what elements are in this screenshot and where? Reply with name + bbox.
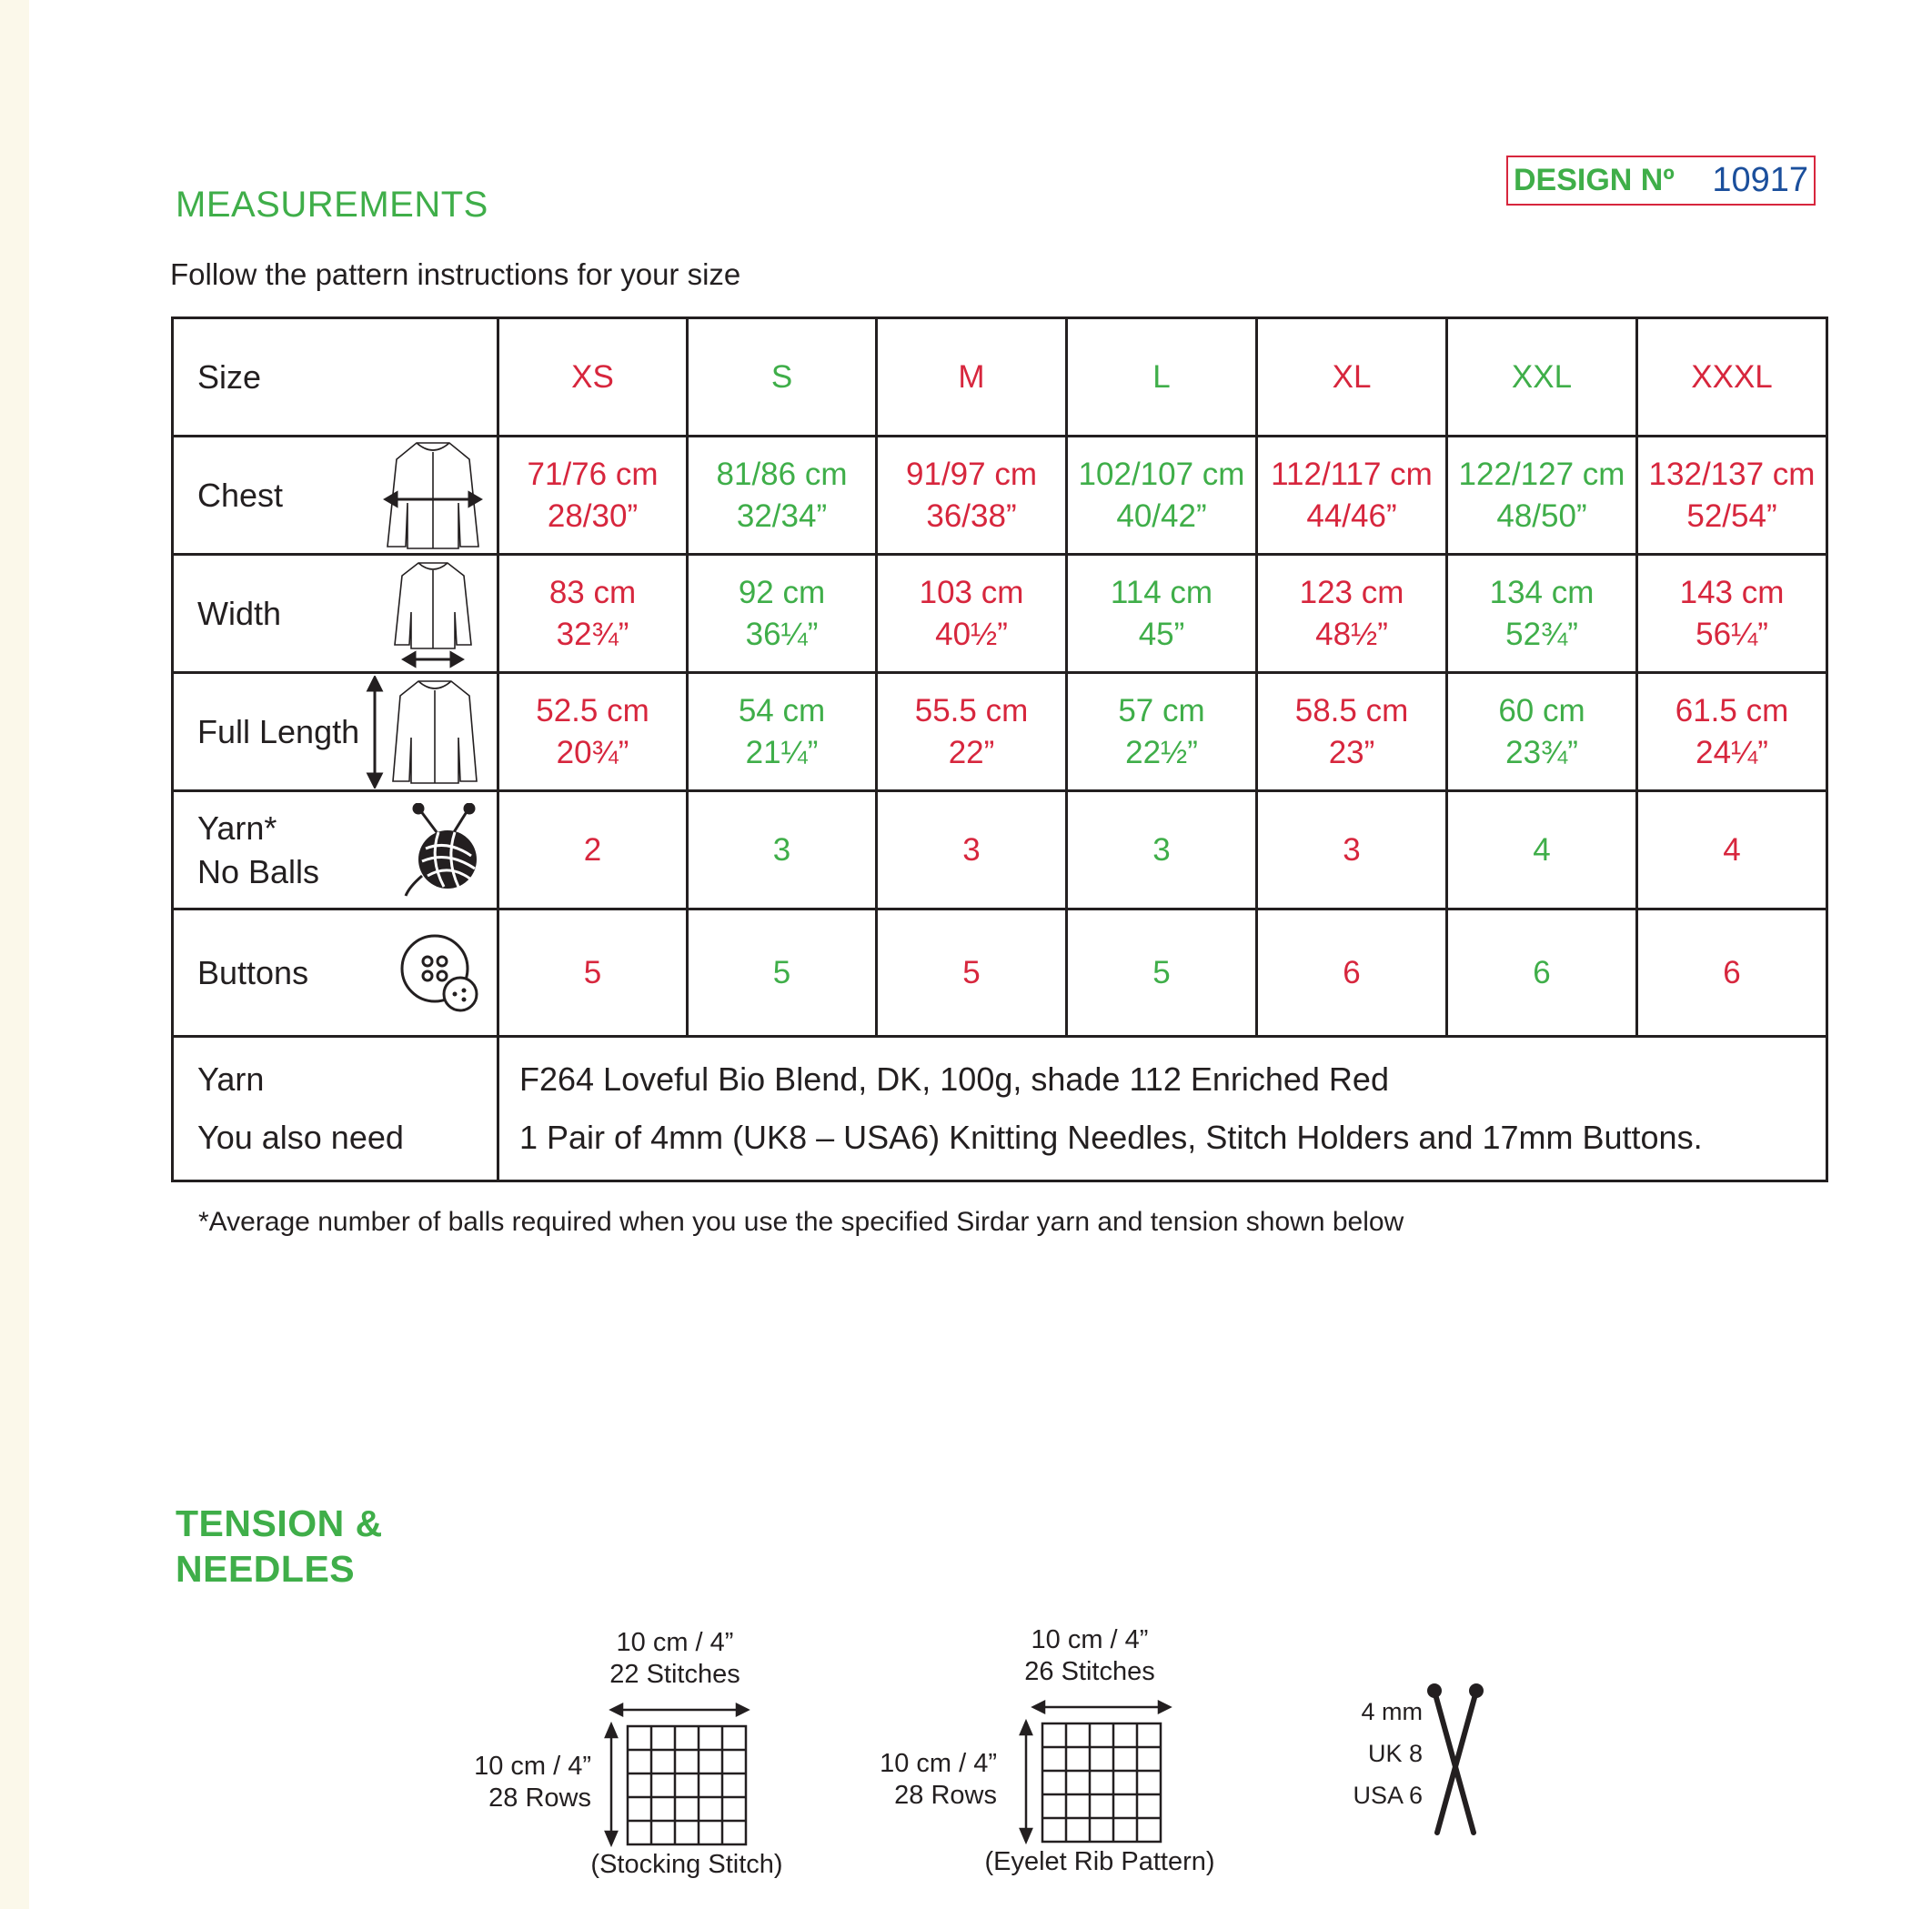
tension-stitches-label: 26 Stitches (1024, 1657, 1155, 1686)
tension-title-line1: TENSION & (176, 1502, 383, 1544)
chest-value: 81/86 cm 32/34” (688, 437, 877, 555)
size-header: XL (1257, 318, 1447, 437)
chest-value: 132/137 cm 52/54” (1637, 437, 1827, 555)
also-need-label: You also need (197, 1119, 404, 1156)
length-value: 55.5 cm 22” (877, 673, 1067, 791)
width-measure-icon (382, 558, 484, 670)
chest-value: 112/117 cm 44/46” (1257, 437, 1447, 555)
size-row (173, 318, 1827, 437)
design-number: 10917 (1712, 161, 1808, 199)
tension-rows-label: 28 Rows (894, 1781, 997, 1810)
needle-size-mm: 4 mm (1361, 1698, 1423, 1725)
tension-diagram-eyelet (860, 1614, 1243, 1887)
balls-row (173, 791, 1827, 909)
length-value: 54 cm 21¼” (688, 673, 877, 791)
length-value: 60 cm 23¾” (1447, 673, 1637, 791)
width-value: 114 cm 45” (1067, 555, 1257, 673)
size-label-cell (173, 318, 498, 437)
tension-title-line2: NEEDLES (176, 1548, 356, 1590)
chest-value: 91/97 cm 36/38” (877, 437, 1067, 555)
balls-label-line2: No Balls (197, 852, 320, 890)
length-label-cell (173, 673, 498, 791)
width-row (173, 555, 1827, 673)
chest-value: 102/107 cm 40/42” (1067, 437, 1257, 555)
chest-label-cell (173, 437, 498, 555)
length-value: 52.5 cm 20¾” (498, 673, 688, 791)
buttons-label: Buttons (197, 953, 309, 991)
balls-label-cell (173, 791, 498, 909)
tension-stitches-label: 22 Stitches (609, 1660, 740, 1689)
length-row (173, 673, 1827, 791)
needle-size-uk: UK 8 (1367, 1740, 1423, 1767)
length-value: 61.5 cm 24¼” (1637, 673, 1827, 791)
width-label-cell (173, 555, 498, 673)
yarn-label: Yarn (197, 1060, 265, 1098)
buttons-value: 6 (1447, 909, 1637, 1037)
yarn-value: F264 Loveful Bio Blend, DK, 100g, shade 112 Enriched Red (519, 1060, 1389, 1098)
tension-width-label: 10 cm / 4” (1031, 1625, 1149, 1654)
needles-diagram (1328, 1678, 1492, 1842)
balls-value: 3 (1257, 791, 1447, 909)
tension-height-label: 10 cm / 4” (880, 1749, 997, 1778)
measurements-table (171, 316, 1828, 1182)
yarn-info-row (173, 1037, 1827, 1181)
button-icon (398, 930, 484, 1016)
chest-row (173, 437, 1827, 555)
buttons-value: 5 (1067, 909, 1257, 1037)
chest-measure-icon (382, 439, 484, 552)
width-value: 83 cm 32¾” (498, 555, 688, 673)
yarn-info-label-cell (173, 1037, 498, 1181)
width-value: 103 cm 40½” (877, 555, 1067, 673)
balls-value: 2 (498, 791, 688, 909)
footnote: *Average number of balls required when you use the specified Sirdar yarn and tension shown below (198, 1207, 1404, 1237)
size-header: M (877, 318, 1067, 437)
width-value: 143 cm 56¼” (1637, 555, 1827, 673)
balls-label-line1: Yarn* (197, 809, 277, 847)
chest-value: 122/127 cm 48/50” (1447, 437, 1637, 555)
balls-value: 3 (877, 791, 1067, 909)
size-header: XXXL (1637, 318, 1827, 437)
chest-label: Chest (197, 476, 284, 514)
size-header: XXL (1447, 318, 1637, 437)
tension-stitch-name: (Eyelet Rib Pattern) (984, 1847, 1215, 1876)
balls-value: 4 (1447, 791, 1637, 909)
intro-text: Follow the pattern instructions for your size (170, 257, 741, 291)
balls-value: 3 (688, 791, 877, 909)
width-value: 134 cm 52¾” (1447, 555, 1637, 673)
width-value: 92 cm 36¼” (688, 555, 877, 673)
design-number-box (1506, 156, 1816, 206)
buttons-value: 5 (688, 909, 877, 1037)
buttons-value: 6 (1637, 909, 1827, 1037)
length-label: Full Length (197, 712, 360, 750)
buttons-label-cell (173, 909, 498, 1037)
buttons-value: 6 (1257, 909, 1447, 1037)
tension-height-label: 10 cm / 4” (474, 1752, 591, 1781)
size-header: L (1067, 318, 1257, 437)
chest-value: 71/76 cm 28/30” (498, 437, 688, 555)
buttons-value: 5 (498, 909, 688, 1037)
size-header: XS (498, 318, 688, 437)
needle-size-usa: USA 6 (1353, 1782, 1423, 1809)
tension-width-label: 10 cm / 4” (616, 1628, 734, 1657)
length-value: 57 cm 22½” (1067, 673, 1257, 791)
balls-value: 4 (1637, 791, 1827, 909)
yarn-info-value-cell (498, 1037, 1827, 1181)
balls-value: 3 (1067, 791, 1257, 909)
length-measure-icon (366, 676, 484, 789)
design-label: DESIGN Nº (1514, 163, 1675, 197)
length-value: 58.5 cm 23” (1257, 673, 1447, 791)
size-label: Size (197, 357, 262, 396)
buttons-row (173, 909, 1827, 1037)
tension-title (176, 1501, 383, 1592)
tension-rows-label: 28 Rows (488, 1783, 591, 1813)
width-label: Width (197, 594, 282, 632)
tension-diagram-stocking (446, 1617, 810, 1890)
yarn-ball-icon (402, 803, 484, 898)
tension-stitch-name: (Stocking Stitch) (590, 1850, 783, 1879)
measurements-title: MEASUREMENTS (176, 185, 488, 225)
also-need-value: 1 Pair of 4mm (UK8 – USA6) Knitting Needles, Stitch Holders and 17mm Buttons. (519, 1119, 1703, 1156)
width-value: 123 cm 48½” (1257, 555, 1447, 673)
page-margin-strip (0, 0, 29, 1909)
knitting-needles-icon (1328, 1678, 1492, 1842)
size-header: S (688, 318, 877, 437)
buttons-value: 5 (877, 909, 1067, 1037)
